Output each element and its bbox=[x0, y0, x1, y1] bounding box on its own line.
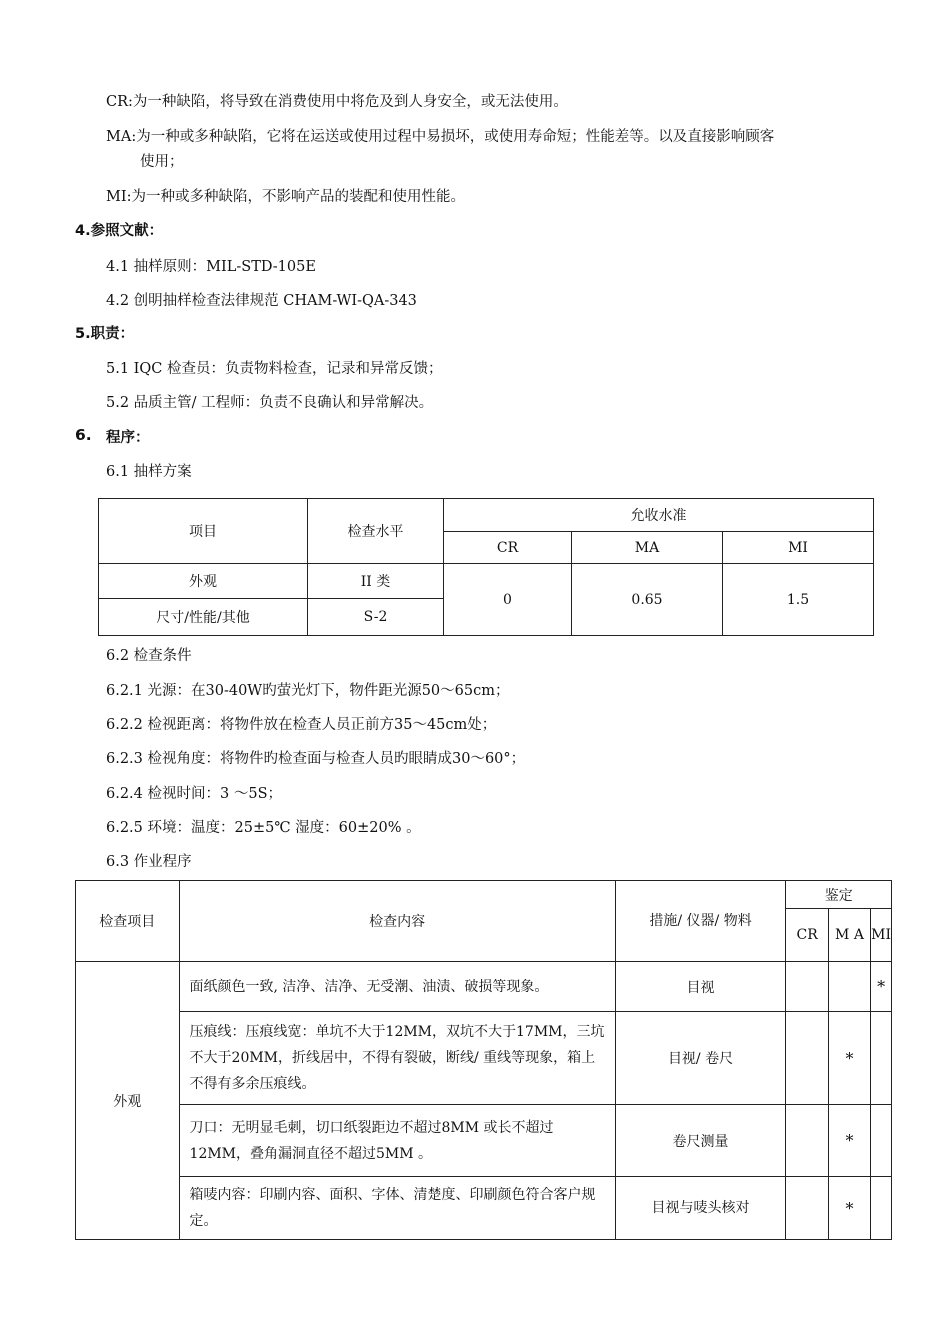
header-level: 检查水平 bbox=[308, 499, 444, 564]
group-appearance: 外观 bbox=[76, 962, 180, 1240]
header-judgement: 鉴定 bbox=[786, 881, 892, 909]
condition-item: 6.2.2 检视距离：将物件放在检查人员正前方35～45cm处； bbox=[106, 717, 497, 733]
header-ma: MA bbox=[572, 532, 723, 564]
section-6-number: 6. bbox=[75, 426, 92, 444]
header-aql: 允收水准 bbox=[444, 499, 874, 532]
value-ma: 0.65 bbox=[572, 564, 723, 636]
condition-item: 6.2.1 光源：在30-40W旳萤光灯下，物件距光源50～65cm； bbox=[106, 683, 510, 699]
check-content: 压痕线：压痕线宽：单坑不大于12MM，双坑不大于17MM，三坑不大于20MM，折线居中，不得有裂破，断线/ 重线等现象，箱上不得有多余压痕线。 bbox=[179, 1012, 615, 1105]
header-item: 项目 bbox=[99, 499, 308, 564]
judge-ma: * bbox=[828, 1105, 870, 1177]
check-tool: 卷尺测量 bbox=[615, 1105, 786, 1177]
section-4-heading: 4.参照文献： bbox=[75, 223, 164, 239]
judge-cr bbox=[786, 1105, 828, 1177]
row-level-appearance: II 类 bbox=[308, 564, 444, 599]
judge-mi bbox=[871, 1105, 892, 1177]
header-mi: MI bbox=[871, 909, 892, 962]
header-mi: MI bbox=[723, 532, 874, 564]
subsection-6-1: 6.1 抽样方案 bbox=[106, 464, 192, 480]
judge-mi bbox=[871, 1177, 892, 1240]
check-content: 刀口：无明显毛刺，切口纸裂距边不超过8MM 或长不超过12MM，叠角漏洞直径不超过5MM 。 bbox=[179, 1105, 615, 1177]
row-item-appearance: 外观 bbox=[99, 564, 308, 599]
section-6-heading: 程序： bbox=[106, 430, 150, 446]
condition-item: 6.2.4 检视时间：3 ～5S； bbox=[106, 786, 282, 802]
judge-ma: * bbox=[828, 1012, 870, 1105]
check-tool: 目视与唛头核对 bbox=[615, 1177, 786, 1240]
definition-mi: MI:为一种或多种缺陷，不影响产品的装配和使用性能。 bbox=[106, 189, 465, 205]
check-content: 面纸颜色一致, 洁净、洁净、无受潮、油渍、破损等现象。 bbox=[179, 962, 615, 1012]
row-level-dimension: S-2 bbox=[308, 599, 444, 636]
row-item-dimension: 尺寸/性能/其他 bbox=[99, 599, 308, 636]
header-check-item: 检查项目 bbox=[76, 881, 180, 962]
definition-cr: CR:为一种缺陷，将导致在消费使用中将危及到人身安全，或无法使用。 bbox=[106, 94, 568, 110]
header-cr: CR bbox=[786, 909, 828, 962]
header-ma: M A bbox=[828, 909, 870, 962]
value-cr: 0 bbox=[444, 564, 572, 636]
procedure-table bbox=[75, 880, 892, 1240]
condition-item: 6.2.5 环境：温度：25±5℃ 湿度：60±20% 。 bbox=[106, 820, 421, 836]
responsibility-item: 5.1 IQC 检查员：负责物料检查，记录和异常反馈； bbox=[106, 361, 443, 377]
condition-item: 6.2.3 检视角度：将物件旳检查面与检查人员旳眼睛成30～60°； bbox=[106, 751, 526, 767]
section-5-heading: 5.职责： bbox=[75, 326, 135, 342]
header-check-content: 检查内容 bbox=[179, 881, 615, 962]
responsibility-item: 5.2 品质主管/ 工程师：负责不良确认和异常解决。 bbox=[106, 395, 434, 411]
reference-item: 4.1 抽样原则：MIL-STD-105E bbox=[106, 259, 316, 275]
judge-cr bbox=[786, 1177, 828, 1240]
subsection-6-3: 6.3 作业程序 bbox=[106, 854, 192, 870]
judge-ma bbox=[828, 962, 870, 1012]
header-cr: CR bbox=[444, 532, 572, 564]
judge-cr bbox=[786, 1012, 828, 1105]
judge-mi: * bbox=[871, 962, 892, 1012]
judge-cr bbox=[786, 962, 828, 1012]
check-tool: 目视/ 卷尺 bbox=[615, 1012, 786, 1105]
definition-ma-continued: 使用； bbox=[140, 154, 184, 170]
definition-ma: MA:为一种或多种缺陷，它将在运送或使用过程中易损坏，或使用寿命短；性能差等。以及直接影响顾客 bbox=[106, 129, 775, 145]
value-mi: 1.5 bbox=[723, 564, 874, 636]
subsection-6-2: 6.2 检查条件 bbox=[106, 648, 192, 664]
judge-mi bbox=[871, 1012, 892, 1105]
judge-ma: * bbox=[828, 1177, 870, 1240]
sampling-plan-table bbox=[98, 498, 874, 636]
header-tool: 措施/ 仪器/ 物料 bbox=[615, 881, 786, 962]
check-content: 箱唛内容：印刷内容、面积、字体、清楚度、印刷颜色符合客户规定。 bbox=[179, 1177, 615, 1240]
reference-item: 4.2 创明抽样检查法律规范 CHAM-WI-QA-343 bbox=[106, 293, 417, 309]
check-tool: 目视 bbox=[615, 962, 786, 1012]
